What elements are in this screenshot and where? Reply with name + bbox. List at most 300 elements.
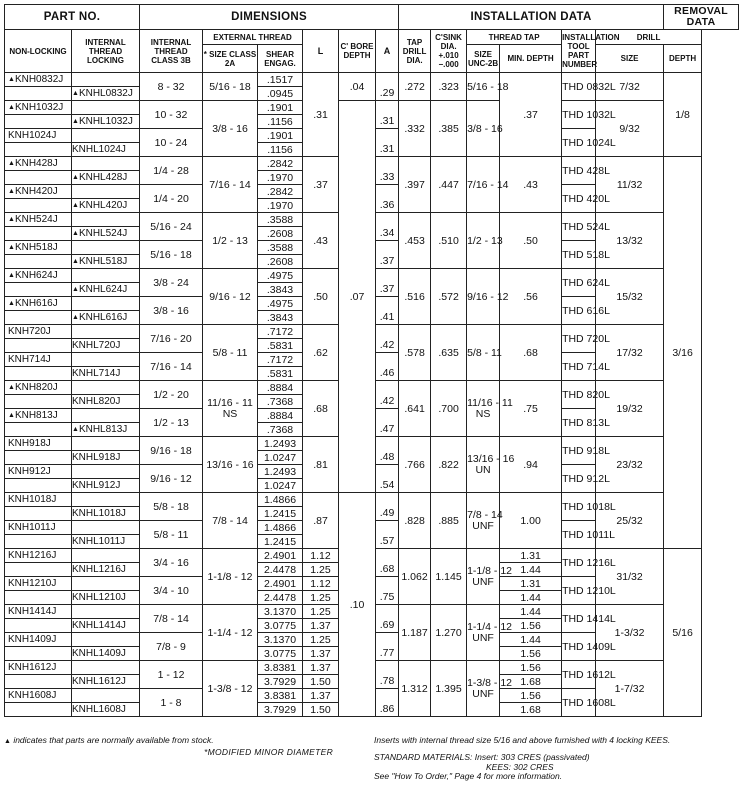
csink-dia-text: .323 <box>438 80 459 93</box>
triangle-icon: ▲ <box>72 257 79 265</box>
shear-engagement-text: 3.1370 <box>263 605 297 618</box>
l-dimension <box>303 493 339 549</box>
part-non-locking-text: KNH1612J <box>8 661 57 673</box>
part-non-locking-text: KNH1210J <box>8 577 57 589</box>
internal-thread-class-3b <box>140 325 203 353</box>
tap-drill-dia-text: .516 <box>404 290 425 303</box>
cbore-depth-text: .07 <box>349 290 365 303</box>
installation-tool-part-number-text: THD 1414L <box>562 612 616 625</box>
l-dimension-text: 1.50 <box>310 675 331 688</box>
a-dimension-text: .48 <box>379 451 395 464</box>
shear-engagement-text: .1970 <box>266 199 294 212</box>
a-dimension-blank <box>376 325 399 339</box>
drill-depth <box>664 157 702 549</box>
part-non-locking-blank <box>5 451 72 465</box>
drill-size-text: 19/32 <box>616 402 643 415</box>
tap-drill-dia <box>399 73 431 101</box>
part-internal-thread-locking-text: KNHL524J <box>78 227 128 239</box>
thread-tap-min-depth-text: .68 <box>523 346 538 359</box>
cbore-depth <box>339 493 376 717</box>
installation-tool-part-number <box>562 409 610 437</box>
thread-tap-size-text: 5/8 - 11 <box>467 346 502 359</box>
part-locking-blank <box>72 297 140 311</box>
shear-engagement-text: .4975 <box>266 297 294 310</box>
shear-engagement <box>258 213 303 227</box>
thread-tap-min-depth-text: 1.44 <box>520 605 541 618</box>
drill-size-text: 23/32 <box>616 458 643 471</box>
a-dimension-blank <box>376 689 399 703</box>
a-dimension-text: .36 <box>379 199 395 212</box>
csink-dia <box>431 325 467 381</box>
l-dimension-text: 1.12 <box>310 549 331 562</box>
internal-thread-class-3b-text: 7/16 - 14 <box>150 360 192 373</box>
drill-size-text: 13/32 <box>616 234 643 247</box>
internal-thread-class-3b <box>140 577 203 605</box>
shear-engagement <box>258 297 303 311</box>
external-thread-size-text: 1-1/8 - 12 <box>207 570 253 583</box>
thread-tap-min-depth <box>500 647 562 661</box>
l-dimension <box>303 325 339 381</box>
part-non-locking <box>5 101 72 115</box>
triangle-icon: ▲ <box>72 201 79 209</box>
part-internal-thread-locking-text: KNHL420J <box>78 199 128 211</box>
tap-drill-dia-text: 1.312 <box>401 682 428 695</box>
shear-engagement <box>258 171 303 185</box>
part-non-locking <box>5 633 72 647</box>
thread-tap-size-text: UNF <box>472 687 494 700</box>
a-dimension <box>376 199 399 213</box>
internal-thread-class-3b <box>140 521 203 549</box>
installation-data-header: INSTALLATION DATA <box>399 5 664 30</box>
internal-thread-class-3b-text: 7/8 - 14 <box>153 612 189 625</box>
shear-engagement-text: .1517 <box>266 73 294 86</box>
part-non-locking <box>5 549 72 563</box>
thread-tap-min-depth <box>500 213 562 269</box>
part-internal-thread-locking <box>72 311 140 325</box>
part-non-locking-blank <box>5 591 72 605</box>
part-non-locking-blank <box>5 143 72 157</box>
external-thread-size-text: 5/8 - 11 <box>212 346 248 359</box>
part-internal-thread-locking <box>72 563 140 577</box>
installation-tool-part-number <box>562 213 610 241</box>
internal-thread-class-3b <box>140 409 203 437</box>
shear-engagement-text: .3588 <box>266 213 294 226</box>
triangle-icon: ▲ <box>72 89 79 97</box>
shear-engagement-text: 3.7929 <box>263 675 297 688</box>
thread-tap-size-text: 1-1/4 - 12 <box>467 620 513 633</box>
shear-engagement-text: 1.2415 <box>263 507 297 520</box>
l-dimension <box>303 563 339 577</box>
triangle-icon: ▲ <box>72 313 79 321</box>
thread-tap-size <box>467 381 513 437</box>
internal-thread-class-header: INTERNAL THREAD CLASS 3B <box>140 30 203 73</box>
a-dimension-blank <box>376 465 399 479</box>
internal-thread-class-3b <box>140 493 203 521</box>
part-non-locking-text: KNH420J <box>14 185 58 197</box>
external-thread-size-text: 5/16 - 18 <box>209 80 251 93</box>
part-non-locking-text: KNH714J <box>8 353 51 365</box>
shear-engagement <box>258 255 303 269</box>
shear-engagement-text: .8884 <box>266 381 294 394</box>
internal-thread-class-3b <box>140 101 203 129</box>
part-internal-thread-locking-text: KNHL624J <box>78 283 128 295</box>
internal-thread-class-3b-text: 3/8 - 16 <box>153 304 189 317</box>
csink-dia <box>431 157 467 213</box>
part-locking-blank <box>72 353 140 367</box>
l-dimension <box>303 619 339 633</box>
thread-tap-size <box>467 493 503 549</box>
a-dimension-text: .77 <box>379 647 395 660</box>
internal-thread-class-3b <box>140 605 203 633</box>
internal-thread-class-3b <box>140 185 203 213</box>
shear-engagement <box>258 283 303 297</box>
part-non-locking <box>5 185 72 199</box>
thread-tap-min-depth-text: 1.44 <box>520 563 541 576</box>
a-dimension-blank <box>376 213 399 227</box>
installation-tool-part-number <box>562 185 610 213</box>
drill-size-text: 1-7/32 <box>614 682 645 695</box>
thread-tap-min-depth-text: .94 <box>523 458 538 471</box>
shear-engagement-text: .1156 <box>267 143 293 156</box>
triangle-icon: ▲ <box>8 411 15 419</box>
part-non-locking-blank <box>5 395 72 409</box>
installation-tool-part-number <box>562 605 616 633</box>
a-dimension <box>376 647 399 661</box>
shear-engagement <box>258 465 303 479</box>
csink-dia <box>431 73 467 101</box>
thread-tap-min-depth-text: 1.68 <box>520 675 541 688</box>
internal-thread-class-3b-text: 5/16 - 18 <box>150 248 192 261</box>
a-dimension-text: .69 <box>379 619 395 632</box>
csink-dia-text: 1.145 <box>435 570 462 583</box>
l-dimension <box>303 661 339 675</box>
a-dimension-blank <box>376 409 399 423</box>
l-dimension <box>303 157 339 213</box>
tap-drill-dia-text: .578 <box>404 346 425 359</box>
tap-drill-dia <box>399 605 431 661</box>
availability-note-text: indicates that parts are normally available from stock. <box>13 735 214 745</box>
csink-dia-text: 1.270 <box>435 626 462 639</box>
part-non-locking <box>5 409 72 423</box>
csink-dia <box>431 381 467 437</box>
shear-engagement <box>258 437 303 451</box>
part-non-locking-text: KNH1216J <box>8 549 57 561</box>
part-non-locking <box>5 129 72 143</box>
a-dimension-blank <box>376 381 399 395</box>
shear-engagement <box>258 101 303 115</box>
thread-tap-size <box>467 325 500 381</box>
part-internal-thread-locking-text: KNHL1409J <box>72 647 126 659</box>
csink-dia-text: .885 <box>438 514 459 527</box>
table-row <box>5 493 739 507</box>
shear-engagement-text: 3.8381 <box>263 689 297 702</box>
thread-tap-size-text: UNF <box>472 519 494 532</box>
part-non-locking-text: KNH624J <box>14 269 58 281</box>
thread-tap-min-depth <box>500 549 562 563</box>
external-thread-size <box>203 101 258 157</box>
a-dimension <box>376 563 399 577</box>
thread-tap-min-depth-text: 1.56 <box>520 647 541 660</box>
shear-engagement <box>258 647 303 661</box>
part-internal-thread-locking-text: KNHL1032J <box>78 115 133 127</box>
internal-thread-class-3b-text: 1/2 - 13 <box>153 416 189 429</box>
cbore-depth-text: .04 <box>349 80 365 93</box>
internal-thread-class-3b <box>140 437 203 465</box>
part-internal-thread-locking-text: KNHL720J <box>72 339 121 351</box>
part-non-locking <box>5 661 72 675</box>
a-dimension-text: .46 <box>379 367 395 380</box>
a-dimension <box>376 507 399 521</box>
l-dimension <box>303 437 339 493</box>
shear-engagement <box>258 129 303 143</box>
shear-engagement <box>258 633 303 647</box>
l-dimension-text: 1.37 <box>310 619 331 632</box>
csink-dia-text: .510 <box>438 234 459 247</box>
insert-spec-table <box>4 4 739 717</box>
a-dimension-text: .47 <box>379 423 395 436</box>
part-non-locking-text: KNH428J <box>14 157 58 169</box>
external-thread-size-text: 11/16 - 11 <box>207 396 253 409</box>
part-internal-thread-locking <box>72 647 140 661</box>
part-non-locking-blank <box>5 563 72 577</box>
shear-engagement <box>258 73 303 87</box>
shear-engagement-text: .0945 <box>266 87 294 100</box>
shear-engagement <box>258 521 303 535</box>
csink-dia <box>431 101 467 157</box>
part-locking-blank <box>72 689 140 703</box>
shear-engagement <box>258 339 303 353</box>
part-non-locking <box>5 465 72 479</box>
csink-dia-header: C'SINK DIA. +.010 −.000 <box>431 30 467 73</box>
a-dimension-blank <box>376 73 399 87</box>
shear-engagement-text: 1.2493 <box>263 437 297 450</box>
installation-tool-part-number <box>562 633 616 661</box>
part-internal-thread-locking <box>72 395 140 409</box>
shear-engagement <box>258 577 303 591</box>
kees-note: Inserts with internal thread size 5/16 and above furnished with 4 locking KEES. <box>374 735 671 745</box>
thread-tap-min-depth <box>500 633 562 647</box>
tap-drill-dia-text: .766 <box>404 458 425 471</box>
shear-engagement-text: 3.1370 <box>263 633 297 646</box>
tap-drill-dia <box>399 157 431 213</box>
installation-tool-part-number-text: THD 1210L <box>562 584 616 597</box>
csink-dia <box>431 437 467 493</box>
a-dimension <box>376 255 399 269</box>
internal-thread-class-3b-text: 3/8 - 24 <box>153 276 189 289</box>
triangle-icon: ▲ <box>4 738 11 745</box>
a-dimension-text: .31 <box>379 115 395 128</box>
part-internal-thread-locking <box>72 283 140 297</box>
a-dimension-text: .37 <box>379 283 395 296</box>
installation-tool-part-number <box>562 157 610 185</box>
part-non-locking-text: KNH1011J <box>8 521 56 533</box>
shear-engagement <box>258 409 303 423</box>
csink-dia-text: .385 <box>438 122 459 135</box>
part-locking-blank <box>72 493 140 507</box>
a-dimension-blank <box>376 129 399 143</box>
csink-dia <box>431 605 467 661</box>
part-non-locking-blank <box>5 479 72 493</box>
part-non-locking-blank <box>5 423 72 437</box>
thread-tap-size <box>467 73 509 101</box>
part-internal-thread-locking-text: KNHL1216J <box>72 563 126 575</box>
internal-thread-class-3b-text: 1/2 - 20 <box>153 388 189 401</box>
triangle-icon: ▲ <box>8 271 15 279</box>
part-internal-thread-locking <box>72 675 140 689</box>
triangle-icon: ▲ <box>8 383 15 391</box>
shear-engagement-text: .2842 <box>266 185 294 198</box>
shear-engagement-text: .7368 <box>266 395 294 408</box>
shear-engagement-text: .2608 <box>266 227 294 240</box>
part-non-locking-text: KNH1018J <box>8 493 57 505</box>
shear-engagement <box>258 227 303 241</box>
shear-engagement <box>258 311 303 325</box>
drill-size-text: 7/32 <box>619 80 640 93</box>
tap-drill-dia <box>399 101 431 157</box>
part-internal-thread-locking <box>72 171 140 185</box>
a-dimension-text: .42 <box>379 339 395 352</box>
internal-thread-class-3b <box>140 661 203 689</box>
table-row <box>5 73 739 87</box>
shear-engagement-text: .1156 <box>267 115 293 128</box>
thread-tap-size <box>467 157 509 213</box>
part-internal-thread-locking <box>72 703 140 717</box>
part-locking-blank <box>72 381 140 395</box>
internal-thread-class-3b-text: 9/16 - 12 <box>150 472 192 485</box>
part-non-locking <box>5 297 72 311</box>
part-non-locking-text: KNH720J <box>8 325 51 337</box>
drill-size-text: 17/32 <box>616 346 643 359</box>
shear-engagement-text: 1.2415 <box>263 535 297 548</box>
internal-thread-class-3b <box>140 73 203 101</box>
cbore-depth <box>339 101 376 493</box>
external-thread-size-text: 3/8 - 16 <box>212 122 248 135</box>
thread-tap-size-text: 3/8 - 16 <box>467 122 503 135</box>
drill-size-text: 11/32 <box>616 178 643 191</box>
external-thread-size <box>203 73 258 101</box>
l-dimension <box>303 73 339 157</box>
internal-thread-class-3b <box>140 297 203 325</box>
shear-engagement-text: 1.4866 <box>263 493 297 506</box>
thread-tap-min-depth <box>500 493 562 549</box>
internal-thread-class-3b-text: 5/16 - 24 <box>150 220 192 233</box>
shear-engagement <box>258 661 303 675</box>
external-thread-size <box>203 213 258 269</box>
external-thread-header: EXTERNAL THREAD <box>203 30 303 45</box>
part-internal-thread-locking-text: KNHL1018J <box>72 507 126 519</box>
installation-tool-part-number-text: THD 616L <box>562 304 610 317</box>
part-non-locking-blank <box>5 619 72 633</box>
external-thread-size-text: 1-3/8 - 12 <box>207 682 253 695</box>
triangle-icon: ▲ <box>8 75 15 83</box>
thread-tap-header: THREAD TAP <box>467 30 562 45</box>
part-non-locking-text: KNH518J <box>14 241 58 253</box>
tap-drill-dia-text: 1.187 <box>401 626 428 639</box>
installation-tool-part-number <box>562 353 610 381</box>
external-thread-size-text: 1/2 - 13 <box>212 234 248 247</box>
l-dimension <box>303 689 339 703</box>
shear-engagement <box>258 507 303 521</box>
part-locking-blank <box>72 157 140 171</box>
tap-drill-dia-text: .641 <box>404 402 425 415</box>
part-internal-thread-locking <box>72 479 140 493</box>
part-non-locking <box>5 689 72 703</box>
thread-tap-size-text: UNF <box>472 631 494 644</box>
tap-drill-dia <box>399 549 431 605</box>
part-non-locking-blank <box>5 367 72 381</box>
l-dimension-text: 1.25 <box>310 633 331 646</box>
external-thread-size <box>203 157 258 213</box>
shear-engagement-text: .2842 <box>266 157 294 170</box>
internal-thread-class-3b-text: 9/16 - 18 <box>150 444 192 457</box>
installation-tool-part-number-text: THD 1032L <box>562 108 616 121</box>
internal-thread-class-3b-text: 1 - 8 <box>160 696 182 709</box>
drill-depth-text: 1/8 <box>675 108 690 121</box>
a-dimension-text: .33 <box>379 171 395 184</box>
l-dimension <box>303 381 339 437</box>
thread-tap-size-text: 1/2 - 13 <box>467 234 503 247</box>
thread-tap-size <box>467 661 513 717</box>
part-locking-blank <box>72 213 140 227</box>
l-dimension <box>303 647 339 661</box>
drill-size-text: 1-3/32 <box>614 626 645 639</box>
part-non-locking <box>5 213 72 227</box>
a-dimension <box>376 451 399 465</box>
l-dimension-text: .43 <box>313 234 328 247</box>
shear-engagement-text: 1.2493 <box>263 465 297 478</box>
internal-thread-class-3b <box>140 129 203 157</box>
a-dimension-text: .78 <box>379 675 395 688</box>
installation-tool-part-number-text: THD 720L <box>562 332 610 345</box>
thread-tap-min-depth-text: 1.31 <box>520 549 541 562</box>
part-internal-thread-locking-text: KNHL1011J <box>72 535 126 547</box>
part-non-locking <box>5 325 72 339</box>
part-internal-thread-locking-text: KNHL1210J <box>72 591 126 603</box>
part-internal-thread-locking-text: KNHL714J <box>72 367 121 379</box>
l-dimension-text: 1.50 <box>310 703 331 716</box>
drill-depth <box>664 549 702 717</box>
external-thread-size-text: 9/16 - 12 <box>209 290 251 303</box>
csink-dia <box>431 661 467 717</box>
part-non-locking-blank <box>5 227 72 241</box>
a-dimension-text: .42 <box>379 395 395 408</box>
part-internal-thread-locking-text: KNHL918J <box>72 451 121 463</box>
triangle-icon: ▲ <box>8 103 15 111</box>
part-locking-blank <box>72 549 140 563</box>
shear-engagement <box>258 185 303 199</box>
shear-engag-header: SHEAR ENGAG. <box>258 45 303 73</box>
thread-tap-min-depth-text: 1.31 <box>520 577 541 590</box>
a-dimension <box>376 535 399 549</box>
a-dimension-blank <box>376 269 399 283</box>
a-dimension-blank <box>376 353 399 367</box>
internal-thread-class-3b <box>140 689 203 717</box>
thread-tap-min-depth-text: 1.68 <box>520 703 541 716</box>
a-dimension <box>376 423 399 437</box>
shear-engagement-text: .2608 <box>266 255 294 268</box>
shear-engagement-text: .8884 <box>266 409 294 422</box>
installation-tool-part-number <box>562 465 610 493</box>
external-thread-size <box>203 661 258 717</box>
l-dimension <box>303 633 339 647</box>
csink-dia-text: .635 <box>438 346 459 359</box>
part-internal-thread-locking-text: KNHL1414J <box>72 619 126 631</box>
part-non-locking-text: KNH820J <box>14 381 58 393</box>
part-locking-blank <box>72 101 140 115</box>
part-internal-thread-locking <box>72 535 140 549</box>
part-non-locking <box>5 157 72 171</box>
internal-thread-class-3b <box>140 465 203 493</box>
